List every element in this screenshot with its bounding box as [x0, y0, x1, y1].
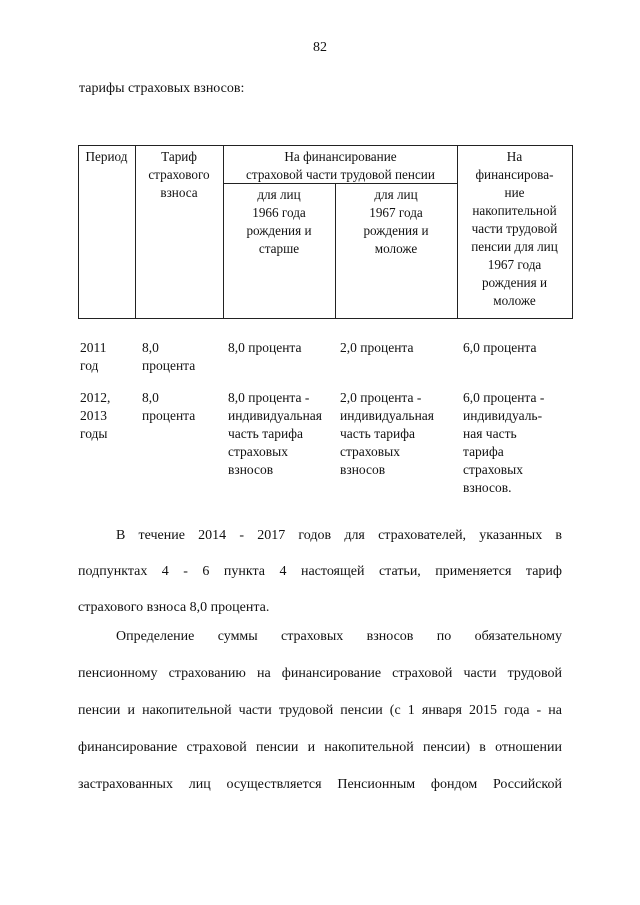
table-header — [78, 145, 573, 319]
cell-funded-part: 6,0 процента - индивидуаль- ная часть тарифа страховых взносов. — [463, 390, 545, 495]
cell-born-1967-younger: 2,0 процента - индивидуальная часть тарифа страховых взносов — [340, 390, 435, 477]
paragraph-line: застрахованных лиц осуществляется Пенсионным фондом Российской — [78, 777, 562, 792]
paragraph-line: подпунктах 4 - 6 пункта 4 настоящей статьи, применяется тариф — [78, 564, 562, 579]
header-born-1966-older: для лиц 1966 года рождения и старше — [246, 187, 312, 256]
cell-tariff: 8,0 процента — [142, 390, 196, 423]
paragraph-line: страхового взноса 8,0 процента. — [78, 600, 270, 615]
cell-tariff: 8,0 процента — [142, 340, 196, 373]
cell-born-1967-younger: 2,0 процента — [340, 340, 414, 355]
table-row-2012-2013 — [78, 389, 573, 499]
cell-period: 2012, 2013 годы — [80, 390, 111, 441]
header-born-1967-younger: для лиц 1967 года рождения и моложе — [363, 187, 429, 256]
header-tariff: Тариф страхового взноса — [148, 149, 210, 200]
intro-text: тарифы страховых взносов: — [79, 81, 245, 96]
cell-born-1966-older: 8,0 процента — [228, 340, 302, 355]
cell-period: 2011 год — [80, 340, 107, 373]
paragraph-tariff-2014-2017 — [78, 528, 562, 628]
header-funded-part: На финансирова- ние накопительной части трудовой пенсии для лиц 1967 года рождения и моложе — [471, 149, 558, 308]
header-insurance-group: На финансирование страховой части трудовой пенсии — [246, 149, 435, 182]
header-period: Период — [85, 149, 128, 164]
page-number: 82 — [313, 40, 327, 55]
paragraph-contribution-calculation — [78, 629, 562, 819]
paragraph-line: пенсионному страхованию на финансирование страховой части трудовой — [78, 666, 562, 681]
paragraph-line: Определение суммы страховых взносов по обязательному — [116, 629, 562, 644]
paragraph-line: В течение 2014 - 2017 годов для страхователей, указанных в — [116, 528, 562, 543]
cell-born-1966-older: 8,0 процента - индивидуальная часть тарифа страховых взносов — [228, 390, 323, 477]
cell-funded-part: 6,0 процента — [463, 340, 537, 355]
table-row-2011 — [78, 339, 573, 379]
paragraph-line: финансирование страховой пенсии и накопительной пенсии) в отношении — [78, 740, 562, 755]
paragraph-line: пенсии и накопительной части трудовой пенсии (с 1 января 2015 года - на — [78, 703, 562, 718]
